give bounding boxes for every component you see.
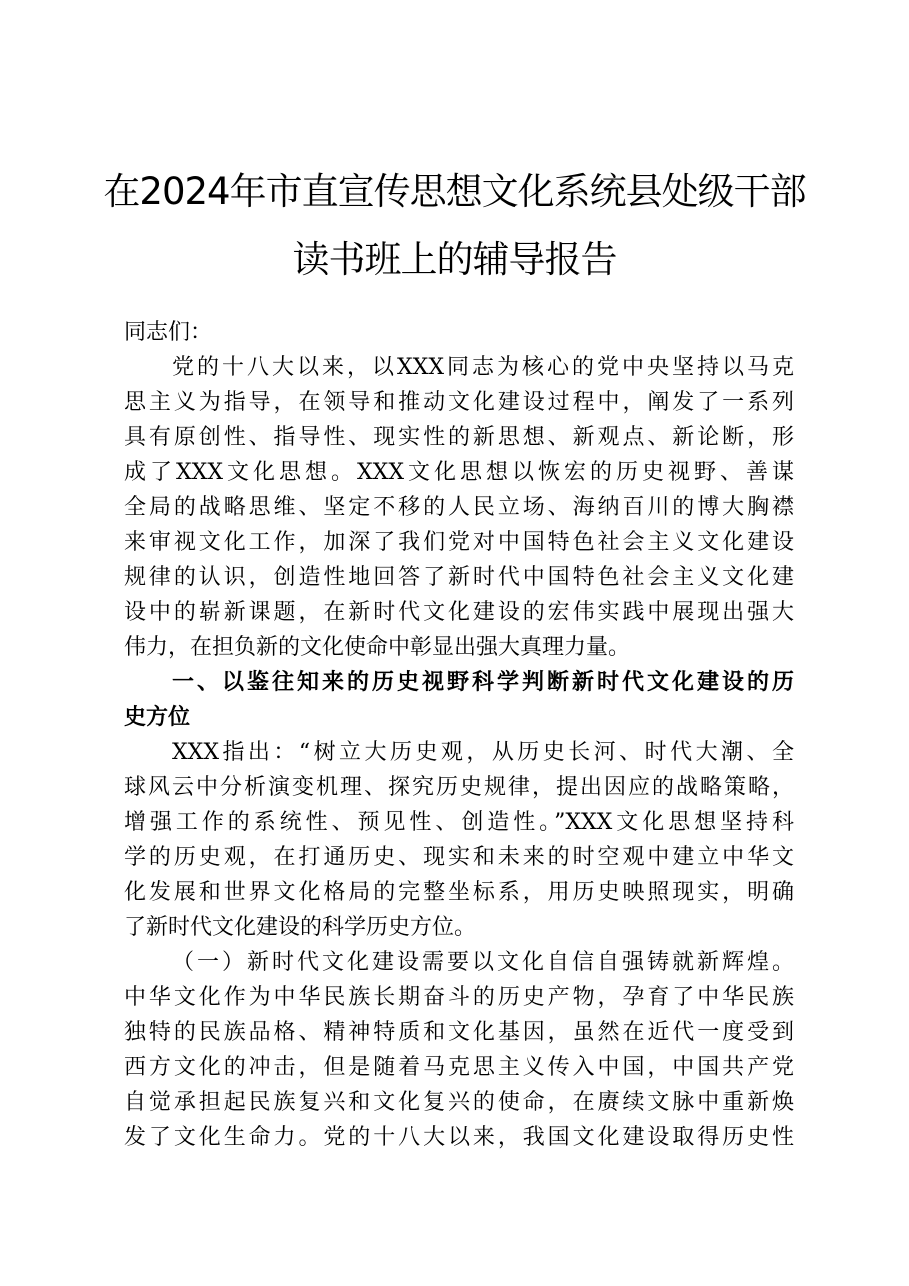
document-title-line-2: 读书班上的辅导报告 [292,238,617,281]
paragraph-line: 设中的崭新课题，在新时代文化建设的宏伟实践中展现出强大 [124,600,794,625]
paragraph-line: 自觉承担起民族复兴和文化复兴的使命，在赓续文脉中重新焕 [124,1090,794,1115]
paragraph-line: 学的历史观，在打通历史、现实和未来的时空观中建立中华文 [124,845,794,870]
paragraph-line: 了新时代文化建设的科学历史方位。 [124,915,477,940]
paragraph-line: 具有原创性、指导性、现实性的新思想、新观点、新论断，形 [124,425,794,450]
paragraph-line: 球风云中分析演变机理、探究历史规律，提出因应的战略策略， [124,775,794,800]
paragraph-line: 增强工作的系统性、预见性、创造性。”XXX文化思想坚持科 [124,810,794,835]
paragraph-line: 中华文化作为中华民族长期奋斗的历史产物，孕育了中华民族 [124,985,794,1010]
paragraph-line: 独特的民族品格、精神特质和文化基因，虽然在近代一度受到 [124,1020,794,1045]
document-title-line-1: 在2024年市直宣传思想文化系统县处级干部 [103,170,806,213]
paragraph-line: XXX指出：“树立大历史观，从历史长河、时代大潮、全 [172,740,794,765]
subsection-heading-line: （一）新时代文化建设需要以文化自信自强铸就新辉煌。 [172,950,794,975]
paragraph-line: 全局的战略思维、坚定不移的人民立场、海纳百川的博大胸襟 [124,495,794,520]
paragraph-line: 发了文化生命力。党的十八大以来，我国文化建设取得历史性 [124,1125,794,1150]
paragraph-line: 来审视文化工作，加深了我们党对中国特色社会主义文化建设 [124,530,794,555]
paragraph-line: 成了XXX文化思想。XXX文化思想以恢宏的历史视野、善谋 [124,460,794,485]
salutation: 同志们： [124,320,213,345]
paragraph-line: 思主义为指导，在领导和推动文化建设过程中，阐发了一系列 [124,390,794,415]
paragraph-line: 化发展和世界文化格局的完整坐标系，用历史映照现实，明确 [124,880,794,905]
paragraph-line: 伟力，在担负新的文化使命中彰显出强大真理力量。 [124,635,631,660]
section-heading-line: 史方位 [124,705,191,730]
section-heading-line: 一、以鉴往知来的历史视野科学判断新时代文化建设的历 [172,670,794,695]
paragraph-line: 党的十八大以来，以XXX同志为核心的党中央坚持以马克 [172,355,794,380]
paragraph-line: 西方文化的冲击，但是随着马克思主义传入中国，中国共产党 [124,1055,794,1080]
paragraph-line: 规律的认识，创造性地回答了新时代中国特色社会主义文化建 [124,565,794,590]
